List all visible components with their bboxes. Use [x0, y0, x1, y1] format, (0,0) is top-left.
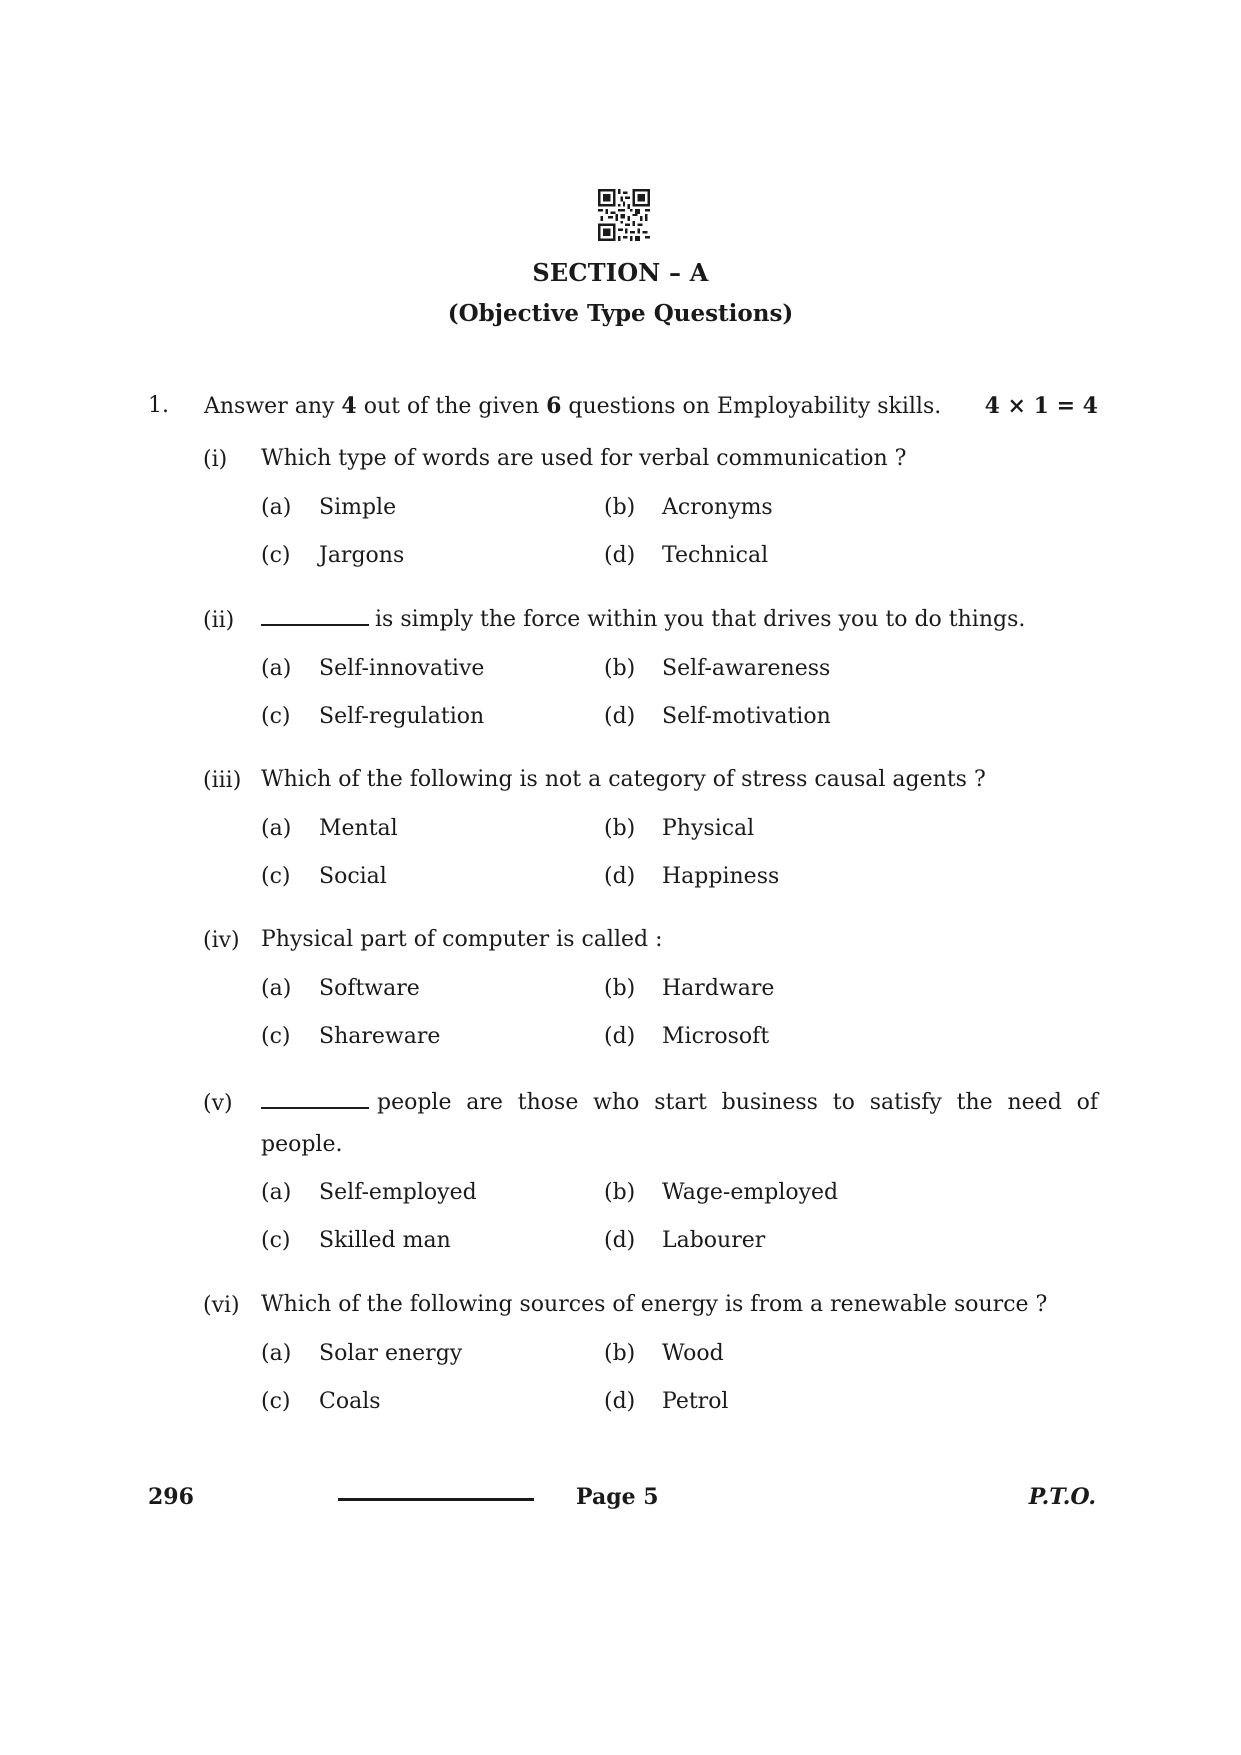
option-text: Hardware	[662, 976, 775, 1001]
option-d	[604, 1389, 728, 1414]
subquestion-number: (i)	[203, 447, 228, 472]
option-d	[604, 1228, 765, 1253]
option-text: Acronyms	[662, 495, 773, 520]
option-c	[261, 1389, 381, 1414]
option-label: (a)	[261, 1341, 292, 1366]
subquestion-stem: Which type of words are used for verbal communication ?	[261, 446, 907, 471]
option-label: (c)	[261, 864, 291, 889]
option-label: (b)	[604, 495, 636, 520]
option-text: Wage-employed	[662, 1180, 839, 1205]
question-count-bold: 4	[341, 393, 357, 419]
option-label: (d)	[604, 1389, 636, 1414]
section-subtitle: (Objective Type Questions)	[447, 300, 794, 327]
option-label: (b)	[604, 976, 636, 1001]
option-a	[261, 1180, 477, 1205]
subquestion-stem: Which of the following is not a category of stress causal agents ?	[261, 767, 986, 792]
question-text-part: out of the given	[356, 394, 547, 419]
question-total-bold: 6	[546, 393, 562, 419]
subquestion-stem-text: people are those who start business to satisfy the need of	[377, 1090, 1098, 1115]
option-b	[604, 495, 773, 520]
option-label: (a)	[261, 495, 292, 520]
option-text: Petrol	[662, 1389, 729, 1414]
option-b	[604, 1341, 724, 1366]
option-label: (c)	[261, 1024, 291, 1049]
option-label: (c)	[261, 1389, 291, 1414]
option-text: Happiness	[662, 864, 780, 889]
page-number: Page 5	[576, 1484, 659, 1510]
option-label: (a)	[261, 656, 292, 681]
option-text: Self-motivation	[662, 704, 831, 729]
option-text: Social	[319, 864, 387, 889]
option-text: Skilled man	[319, 1228, 451, 1253]
paper-code: 296	[148, 1484, 194, 1510]
subquestion-number: (v)	[203, 1091, 233, 1116]
option-text: Shareware	[319, 1024, 441, 1049]
option-d	[604, 543, 768, 568]
subquestion-stem-text: people.	[261, 1132, 343, 1157]
option-text: Physical	[662, 816, 755, 841]
option-label: (d)	[604, 1228, 636, 1253]
option-text: Self-awareness	[662, 656, 831, 681]
option-label: (c)	[261, 543, 291, 568]
option-text: Simple	[319, 495, 397, 520]
option-b	[604, 976, 774, 1001]
option-text: Mental	[319, 816, 398, 841]
option-a	[261, 656, 484, 681]
option-label: (d)	[604, 543, 636, 568]
qr-code-icon	[598, 189, 650, 241]
option-text: Microsoft	[662, 1024, 770, 1049]
option-label: (b)	[604, 1341, 636, 1366]
option-a	[261, 495, 396, 520]
pto-label: P.T.O.	[1028, 1484, 1096, 1510]
option-text: Jargons	[319, 543, 405, 568]
option-c	[261, 704, 484, 729]
option-c	[261, 543, 404, 568]
subquestion-number: (iv)	[203, 928, 240, 953]
option-b	[604, 816, 754, 841]
option-text: Self-innovative	[319, 656, 485, 681]
subquestion-number: (ii)	[203, 608, 235, 633]
option-b	[604, 1180, 838, 1205]
section-title: SECTION – A	[532, 258, 709, 287]
option-label: (c)	[261, 704, 291, 729]
option-d	[604, 1024, 769, 1049]
option-label: (a)	[261, 816, 292, 841]
option-b	[604, 656, 830, 681]
subquestion-number: (iii)	[203, 768, 242, 793]
option-label: (d)	[604, 1024, 636, 1049]
question-text-part: questions on Employability skills.	[561, 394, 942, 419]
question-text-part: Answer any	[204, 394, 342, 419]
footer-divider	[338, 1498, 534, 1501]
option-text: Software	[319, 976, 420, 1001]
option-a	[261, 1341, 462, 1366]
option-text: Self-employed	[319, 1180, 477, 1205]
option-a	[261, 816, 398, 841]
option-c	[261, 1228, 451, 1253]
option-text: Technical	[662, 543, 769, 568]
fill-in-blank	[261, 606, 369, 626]
option-c	[261, 864, 387, 889]
question-number: 1.	[148, 393, 169, 418]
option-label: (a)	[261, 976, 292, 1001]
fill-in-blank	[261, 1089, 369, 1109]
option-text: Wood	[662, 1341, 724, 1366]
subquestion-stem	[261, 599, 1098, 641]
option-label: (d)	[604, 864, 636, 889]
subquestion-number: (vi)	[203, 1293, 240, 1318]
option-d	[604, 704, 831, 729]
question-marks: 4 × 1 = 4	[984, 393, 1098, 419]
option-d	[604, 864, 779, 889]
option-label: (c)	[261, 1228, 291, 1253]
option-label: (b)	[604, 656, 636, 681]
option-c	[261, 1024, 440, 1049]
option-text: Solar energy	[319, 1341, 463, 1366]
option-text: Coals	[319, 1389, 381, 1414]
option-text: Labourer	[662, 1228, 766, 1253]
option-a	[261, 976, 420, 1001]
question-text	[204, 393, 941, 419]
option-label: (b)	[604, 1180, 636, 1205]
subquestion-stem: Which of the following sources of energy is from a renewable source ?	[261, 1292, 1048, 1317]
option-label: (b)	[604, 816, 636, 841]
option-label: (d)	[604, 704, 636, 729]
subquestion-stem-text: is simply the force within you that drives you to do things.	[375, 607, 1026, 632]
subquestion-stem	[261, 1082, 1098, 1166]
option-label: (a)	[261, 1180, 292, 1205]
subquestion-stem-line	[261, 1082, 1098, 1124]
subquestion-stem: Physical part of computer is called :	[261, 927, 663, 952]
option-text: Self-regulation	[319, 704, 485, 729]
